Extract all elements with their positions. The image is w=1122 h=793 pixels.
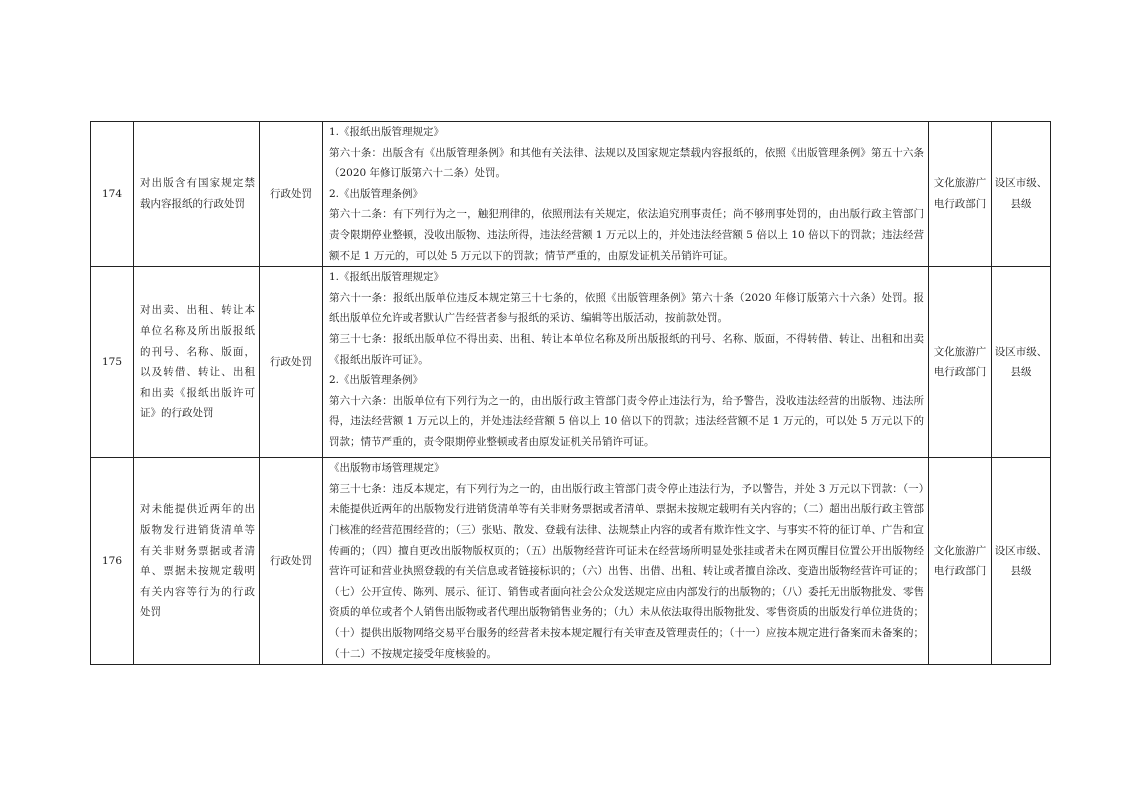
jurisdiction-level: 设区市级、县级 (992, 267, 1051, 458)
basis-body: 第六十条：出版含有《出版管理条例》和其他有关法律、法规以及国家规定禁载内容报纸的，依照《出版管理条例》第五十六条（2020 年修订版第六十二条）处罚。 (329, 146, 924, 180)
basis-title: 2.《出版管理条例》 (329, 187, 424, 200)
item-name: 对出卖、出租、转让本单位名称及所出版报纸的刊号、名称、版面，以及转借、转让、出租和出卖《报纸出版许可证》的行政处罚 (134, 267, 260, 458)
legal-basis (323, 458, 929, 665)
basis-body: 第六十一条：报纸出版单位违反本规定第三十七条的，依照《出版管理条例》第六十条（2020 年修订版第六十六条）处罚。报纸出版单位允许或者默认广告经营者参与报纸的采访、编辑等出版活动，按前款处罚。 (329, 291, 924, 325)
item-type: 行政处罚 (260, 458, 323, 665)
jurisdiction-level: 设区市级、县级 (992, 122, 1051, 267)
document-table (90, 121, 1051, 665)
basis-title: 1.《报纸出版管理规定》 (329, 271, 445, 284)
item-type: 行政处罚 (260, 267, 323, 458)
item-number: 175 (91, 267, 134, 458)
responsible-department: 文化旅游广电行政部门 (929, 267, 992, 458)
basis-body: 第三十七条：违反本规定，有下列行为之一的，由出版行政主管部门责令停止违法行为，予以警告，并处 3 万元以下罚款：（一）未能提供近两年的出版物发行进销货清单等有关非财务票据或者清单、票据未按规定载明有关内容的；（二）超出出版行政主管部门核准的经营范围经营的；（三）张贴、散发、登载有法律、法规禁止内容的或者有欺诈性文字、与事实不符的征订单、广告和宣传画的；（四）擅自更改出版物版权页的；（五）出版物经营许可证未在经营场所明显处张挂或者未在网页醒目位置公开出版物经营许可证和营业执照登载的有关信息或者链接标识的；（六）出售、出借、出租、转让或者擅自涂改、变造出版物经营许可证的；（七）公开宣传、陈列、展示、征订、销售或者面向社会公众发送规定应由内部发行的出版物的；（八）委托无出版物批发、零售资质的单位或者个人销售出版物或者代理出版物销售业务的；（九）未从依法取得出版物批发、零售资质的出版发行单位进货的；（十）提供出版物网络交易平台服务的经营者未按本规定履行有关审查及管理责任的；（十一）应按本规定进行备案而未备案的；（十二）不按规定接受年度核验的。 (329, 482, 924, 660)
table-row (91, 458, 1051, 665)
table-row (91, 267, 1051, 458)
basis-title: 《出版物市场管理规定》 (329, 462, 445, 475)
table-row (91, 122, 1051, 267)
responsible-department: 文化旅游广电行政部门 (929, 122, 992, 267)
basis-body: 第六十六条：出版单位有下列行为之一的，由出版行政主管部门责令停止违法行为，给予警告，没收违法经营的出版物、违法所得，违法经营额 1 万元以上的，并处违法经营额 5 倍以上 10 倍以下的罚款；违法经营额不足 1 万元的，可以处 5 万元以下的罚款；情节严重的，责令限期停业整顿或者由原发证机关吊销许可证。 (329, 394, 924, 448)
legal-basis (323, 267, 929, 458)
item-type: 行政处罚 (260, 122, 323, 267)
item-number: 174 (91, 122, 134, 267)
responsible-department: 文化旅游广电行政部门 (929, 458, 992, 665)
item-name: 对未能提供近两年的出版物发行进销货清单等有关非财务票据或者清单、票据未按规定载明有关内容等行为的行政处罚 (134, 458, 260, 665)
jurisdiction-level: 设区市级、县级 (992, 458, 1051, 665)
legal-basis (323, 122, 929, 267)
item-name: 对出版含有国家规定禁载内容报纸的行政处罚 (134, 122, 260, 267)
basis-body: 第六十二条：有下列行为之一，触犯刑律的，依照刑法有关规定，依法追究刑事责任；尚不够刑事处罚的，由出版行政主管部门责令限期停业整顿，没收出版物、违法所得，违法经营额 1 万元以上的，并处违法经营额 5 倍以上 10 倍以下的罚款；违法经营额不足 1 万元的，可以处 5 万元以下的罚款；情节严重的，由原发证机关吊销许可证。 (329, 208, 924, 262)
basis-title: 1.《报纸出版管理规定》 (329, 126, 445, 138)
basis-title: 2.《出版管理条例》 (329, 374, 424, 387)
basis-body: 第三十七条：报纸出版单位不得出卖、出租、转让本单位名称及所出版报纸的刊号、名称、版面，不得转借、转让、出租和出卖《报纸出版许可证》。 (329, 332, 924, 366)
item-number: 176 (91, 458, 134, 665)
